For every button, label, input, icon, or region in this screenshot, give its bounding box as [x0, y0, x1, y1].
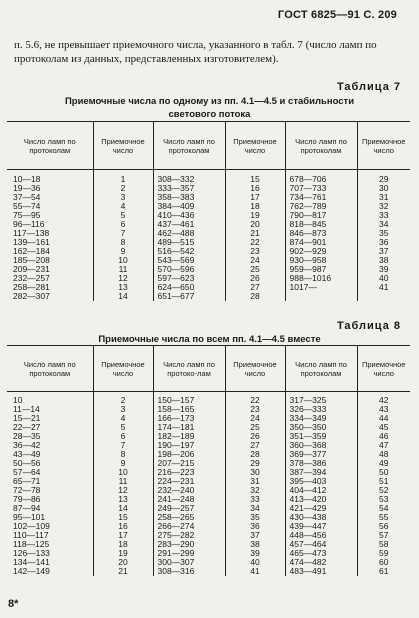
table8-cell: 11: [93, 477, 153, 486]
table7-cell: 818—845: [285, 220, 357, 229]
table8-cell: 134—141: [13, 557, 50, 567]
table8-row: [7, 392, 410, 406]
table7-cell: 734—761: [285, 193, 357, 202]
table8-row: [7, 441, 410, 450]
table8-cell: 43: [357, 405, 410, 414]
table7-cell: 624—650: [153, 283, 225, 292]
table8-cell: 72—78: [13, 485, 41, 495]
table8-cell: 216—223: [153, 468, 225, 477]
table8-cell: 126—133: [13, 548, 50, 558]
table7-cell: 570—596: [153, 265, 225, 274]
table8-cell: 36: [225, 522, 285, 531]
table7-cell: 39: [357, 265, 410, 274]
table8-cell: 232—240: [153, 486, 225, 495]
table8-cell: 387—394: [285, 468, 357, 477]
table7-cell: 959—987: [285, 265, 357, 274]
table7-cell: 678—706: [285, 170, 357, 185]
table7-cell: 20: [225, 220, 285, 229]
table8-cell: 29: [225, 459, 285, 468]
table7-header-row: [7, 122, 410, 170]
table8-cell: 190—197: [153, 441, 225, 450]
table7-cell: 1: [93, 170, 153, 185]
table8-cell: 300—307: [153, 558, 225, 567]
table8-cell: 37: [225, 531, 285, 540]
table8-cell: 61: [357, 567, 410, 576]
table8-row: [7, 432, 410, 441]
table8-cell: 7: [93, 441, 153, 450]
table7-cell: [285, 292, 357, 301]
table8-cell: 118—125: [13, 539, 50, 549]
table8-row: [7, 486, 410, 495]
table7-row: [7, 283, 410, 292]
table7-cell: 410—436: [153, 211, 225, 220]
table8-cell: 6: [93, 432, 153, 441]
table7-cell: 308—332: [153, 170, 225, 185]
table7-cell: 30: [357, 184, 410, 193]
table8-cell: 404—412: [285, 486, 357, 495]
table8-cell: 351—359: [285, 432, 357, 441]
table7-row: [7, 202, 410, 211]
table8-row: [7, 459, 410, 468]
table7-cell: 32: [357, 202, 410, 211]
table8-cell: 448—456: [285, 531, 357, 540]
table7-cell: 18: [225, 202, 285, 211]
table8-cell: 465—473: [285, 549, 357, 558]
table8-title: Приемочные числа по всем пп. 4.1—4.5 вместе: [98, 334, 321, 345]
table7-cell: 96—116: [13, 219, 45, 229]
table8-cell: 158—165: [153, 405, 225, 414]
table7-cell: 1017—: [285, 283, 357, 292]
table7-cell: 16: [225, 184, 285, 193]
table8-cell: 32: [225, 486, 285, 495]
table8-col-header: Приемочное число: [225, 346, 285, 392]
table7-col-header: Приемочное число: [93, 122, 153, 170]
table7-row: [7, 184, 410, 193]
table7-cell: 19: [225, 211, 285, 220]
table8-cell: 26: [225, 432, 285, 441]
table7-row: [7, 274, 410, 283]
table7-cell: 13: [93, 283, 153, 292]
table8-label: Таблица 8: [336, 320, 401, 332]
table7-cell: 790—817: [285, 211, 357, 220]
table7-cell: 29: [357, 170, 410, 185]
table8-cell: 8: [93, 450, 153, 459]
table7-cell: 3: [93, 193, 153, 202]
table7-row: [7, 170, 410, 185]
table8-cell: 59: [357, 549, 410, 558]
table8-cell: 249—257: [153, 504, 225, 513]
table8-cell: 413—420: [285, 495, 357, 504]
table8-cell: 5: [93, 423, 153, 432]
table8-col-header: Число ламп по протоколам: [285, 346, 357, 392]
table7-row: [7, 247, 410, 256]
table8-cell: 49: [357, 459, 410, 468]
table8-row: [7, 495, 410, 504]
table7-cell: 36: [357, 238, 410, 247]
table7-cell: 2: [93, 184, 153, 193]
table7-cell: 9: [93, 247, 153, 256]
table7-cell: 4: [93, 202, 153, 211]
table8-cell: 28: [225, 450, 285, 459]
table8-cell: 58: [357, 540, 410, 549]
table7-cell: 40: [357, 274, 410, 283]
table7-row: [7, 229, 410, 238]
table7-cell: 75—95: [13, 210, 41, 220]
table7-col-header: Число ламп по протоколам: [7, 122, 93, 170]
table7-cell: 10—18: [13, 174, 41, 184]
table8-cell: 13: [93, 495, 153, 504]
table8-cell: 42: [357, 392, 410, 406]
table7-cell: 258—281: [13, 282, 50, 292]
table7-cell: 5: [93, 211, 153, 220]
table8-cell: 3: [93, 405, 153, 414]
table8-cell: 207—215: [153, 459, 225, 468]
table8-cell: 166—173: [153, 414, 225, 423]
table8-cell: 43—49: [13, 449, 41, 459]
table8-cell: 22—27: [13, 422, 41, 432]
table7-cell: 37—54: [13, 192, 41, 202]
table8-cell: 334—349: [285, 414, 357, 423]
table8-cell: 24: [225, 414, 285, 423]
table8-cell: 395—403: [285, 477, 357, 486]
table7-cell: 11: [93, 265, 153, 274]
table8-row: [7, 423, 410, 432]
table7-cell: 34: [357, 220, 410, 229]
table7-cell: 874—901: [285, 238, 357, 247]
table8-row: [7, 540, 410, 549]
table7-row: [7, 211, 410, 220]
table8-cell: 46: [357, 432, 410, 441]
table8-cell: 33: [225, 495, 285, 504]
table8-cell: 21: [93, 567, 153, 576]
table8-cell: 44: [357, 414, 410, 423]
table7-row: [7, 256, 410, 265]
table8-col-header: Число ламп по протоколам: [7, 346, 93, 392]
table8-cell: 40: [225, 558, 285, 567]
table8-cell: 15—21: [13, 413, 41, 423]
table8-cell: 45: [357, 423, 410, 432]
table8-row: [7, 477, 410, 486]
table8-row: [7, 468, 410, 477]
table8-cell: 28—35: [13, 431, 41, 441]
table8-col-header: Приемочное число: [93, 346, 153, 392]
table8-row: [7, 558, 410, 567]
table8-cell: 174—181: [153, 423, 225, 432]
table8-cell: 350—350: [285, 423, 357, 432]
table8-cell: 483—491: [285, 567, 357, 576]
table7-cell: 55—74: [13, 201, 41, 211]
table8-cell: 27: [225, 441, 285, 450]
table7-cell: 988—1016: [285, 274, 357, 283]
table7-cell: 930—958: [285, 256, 357, 265]
table8-row: [7, 414, 410, 423]
table7-cell: 543—569: [153, 256, 225, 265]
table7-cell: [357, 292, 410, 301]
table8-cell: 35: [225, 513, 285, 522]
table7-cell: 31: [357, 193, 410, 202]
table8-cell: 36—42: [13, 440, 41, 450]
table8-cell: 23: [225, 405, 285, 414]
table7-cell: 489—515: [153, 238, 225, 247]
table8-cell: 360—368: [285, 441, 357, 450]
table7-cell: 23: [225, 247, 285, 256]
table8-cell: 317—325: [285, 392, 357, 406]
table7-cell: 462—488: [153, 229, 225, 238]
table8-cell: 47: [357, 441, 410, 450]
table7-cell: 12: [93, 274, 153, 283]
table8-cell: 283—290: [153, 540, 225, 549]
table8-cell: 102—109: [13, 521, 50, 531]
table8-cell: 53: [357, 495, 410, 504]
table8-cell: 326—333: [285, 405, 357, 414]
table8-cell: 10: [13, 395, 23, 405]
table8-cell: 241—248: [153, 495, 225, 504]
table7-title-line2: светового потока: [168, 109, 251, 120]
table7-cell: 651—677: [153, 292, 225, 301]
table7-cell: 25: [225, 265, 285, 274]
table7: [7, 121, 410, 301]
page-footer-mark: 8*: [8, 598, 19, 610]
table7-cell: 27: [225, 283, 285, 292]
table7-col-header: Приемочное число: [357, 122, 410, 170]
page-header: ГОСТ 6825—91 С. 209: [277, 9, 397, 21]
table8-cell: 308—316: [153, 567, 225, 576]
table8-cell: 430—438: [285, 513, 357, 522]
table8-cell: 56: [357, 522, 410, 531]
table7-cell: 209—231: [13, 264, 50, 274]
table8-cell: 79—86: [13, 494, 41, 504]
table7-title-line1: Приемочные числа по одному из пп. 4.1—4.5 и стабильности: [64, 96, 355, 107]
table8-cell: 20: [93, 558, 153, 567]
table8-cell: 51: [357, 477, 410, 486]
table8-cell: 258—265: [153, 513, 225, 522]
table8-cell: 14: [93, 504, 153, 513]
table8-cell: 19: [93, 549, 153, 558]
table7-cell: 762—789: [285, 202, 357, 211]
table7-cell: 162—184: [13, 246, 50, 256]
table8-cell: 291—299: [153, 549, 225, 558]
table7-cell: 24: [225, 256, 285, 265]
table8-row: [7, 513, 410, 522]
table8-cell: 378—386: [285, 459, 357, 468]
table8-cell: 4: [93, 414, 153, 423]
table8-cell: 9: [93, 459, 153, 468]
table8-cell: 55: [357, 513, 410, 522]
table8-row: [7, 504, 410, 513]
table8-cell: 41: [225, 567, 285, 576]
table7-cell: 8: [93, 238, 153, 247]
table8-cell: 266—274: [153, 522, 225, 531]
table8-row: [7, 549, 410, 558]
table7-cell: 26: [225, 274, 285, 283]
table7-cell: 15: [225, 170, 285, 185]
table7-cell: 282—307: [13, 291, 50, 301]
table8-cell: 30: [225, 468, 285, 477]
table8-cell: 11—14: [13, 404, 40, 414]
table8-cell: 87—94: [13, 503, 41, 513]
table8-cell: 57—64: [13, 467, 41, 477]
table7-col-header: Приемочное число: [225, 122, 285, 170]
table7-cell: 7: [93, 229, 153, 238]
table8-cell: 39: [225, 549, 285, 558]
table7-cell: 117—138: [13, 228, 50, 238]
table8-cell: 439—447: [285, 522, 357, 531]
table7-cell: 185—208: [13, 255, 50, 265]
table8-cell: 50—56: [13, 458, 41, 468]
table8-col-header: Число ламп по протоко-лам: [153, 346, 225, 392]
table8-cell: 17: [93, 531, 153, 540]
table8: [7, 345, 410, 576]
table8-cell: 421—429: [285, 504, 357, 513]
table7-row: [7, 220, 410, 229]
table8-cell: 57: [357, 531, 410, 540]
table7-cell: 437—461: [153, 220, 225, 229]
table7-cell: 21: [225, 229, 285, 238]
table8-cell: 142—149: [13, 566, 50, 576]
table7-cell: 35: [357, 229, 410, 238]
table7-row: [7, 292, 410, 301]
table8-cell: 16: [93, 522, 153, 531]
table7-cell: 846—873: [285, 229, 357, 238]
table8-cell: 457—464: [285, 540, 357, 549]
table8-cell: 60: [357, 558, 410, 567]
table7-cell: 38: [357, 256, 410, 265]
table8-cell: 65—71: [13, 476, 41, 486]
table8-row: [7, 567, 410, 576]
table8-cell: 224—231: [153, 477, 225, 486]
table7-cell: 333—357: [153, 184, 225, 193]
table8-cell: 48: [357, 450, 410, 459]
table8-row: [7, 405, 410, 414]
table7-cell: 358—383: [153, 193, 225, 202]
table7-cell: 41: [357, 283, 410, 292]
table7-cell: 19—36: [13, 183, 41, 193]
table7-cell: 22: [225, 238, 285, 247]
table8-cell: 10: [93, 468, 153, 477]
table7-cell: 384—409: [153, 202, 225, 211]
table7-cell: 10: [93, 256, 153, 265]
table7-cell: 14: [93, 292, 153, 301]
table7-col-header: Число ламп по протоколам: [153, 122, 225, 170]
table8-col-header: Приемочное число: [357, 346, 410, 392]
table7-cell: 139—161: [13, 237, 50, 247]
table8-cell: 2: [93, 392, 153, 406]
table8-cell: 198—206: [153, 450, 225, 459]
table8-cell: 25: [225, 423, 285, 432]
table7-row: [7, 193, 410, 202]
table8-row: [7, 450, 410, 459]
intro-paragraph: п. 5.6, не превышает приемочного числа, указанного в табл. 7 (число ламп по протоколам из данных, представленных изготовителем).: [14, 39, 377, 65]
table7-row: [7, 265, 410, 274]
table7-cell: 33: [357, 211, 410, 220]
table8-cell: 275—282: [153, 531, 225, 540]
table8-row: [7, 522, 410, 531]
table8-cell: 474—482: [285, 558, 357, 567]
table8-cell: 110—117: [13, 530, 49, 540]
table8-cell: 54: [357, 504, 410, 513]
table7-cell: 707—733: [285, 184, 357, 193]
table8-cell: 50: [357, 468, 410, 477]
table8-cell: 31: [225, 477, 285, 486]
table8-cell: 12: [93, 486, 153, 495]
table8-cell: 22: [225, 392, 285, 406]
table7-cell: 597—623: [153, 274, 225, 283]
table8-cell: 369—377: [285, 450, 357, 459]
table7-cell: 516—542: [153, 247, 225, 256]
table8-cell: 15: [93, 513, 153, 522]
table8-cell: 34: [225, 504, 285, 513]
table8-header-row: [7, 346, 410, 392]
table8-cell: 150—157: [153, 392, 225, 406]
table8-cell: 18: [93, 540, 153, 549]
table8-cell: 38: [225, 540, 285, 549]
table7-col-header: Число ламп по протоколам: [285, 122, 357, 170]
table7-row: [7, 238, 410, 247]
table7-cell: 232—257: [13, 273, 50, 283]
table8-cell: 182—189: [153, 432, 225, 441]
table8-cell: 95—101: [13, 512, 46, 522]
table8-cell: 52: [357, 486, 410, 495]
table8-row: [7, 531, 410, 540]
table7-cell: 28: [225, 292, 285, 301]
table7-cell: 902—929: [285, 247, 357, 256]
table7-cell: 17: [225, 193, 285, 202]
table7-cell: 6: [93, 220, 153, 229]
table7-label: Таблица 7: [336, 81, 401, 93]
table7-cell: 37: [357, 247, 410, 256]
